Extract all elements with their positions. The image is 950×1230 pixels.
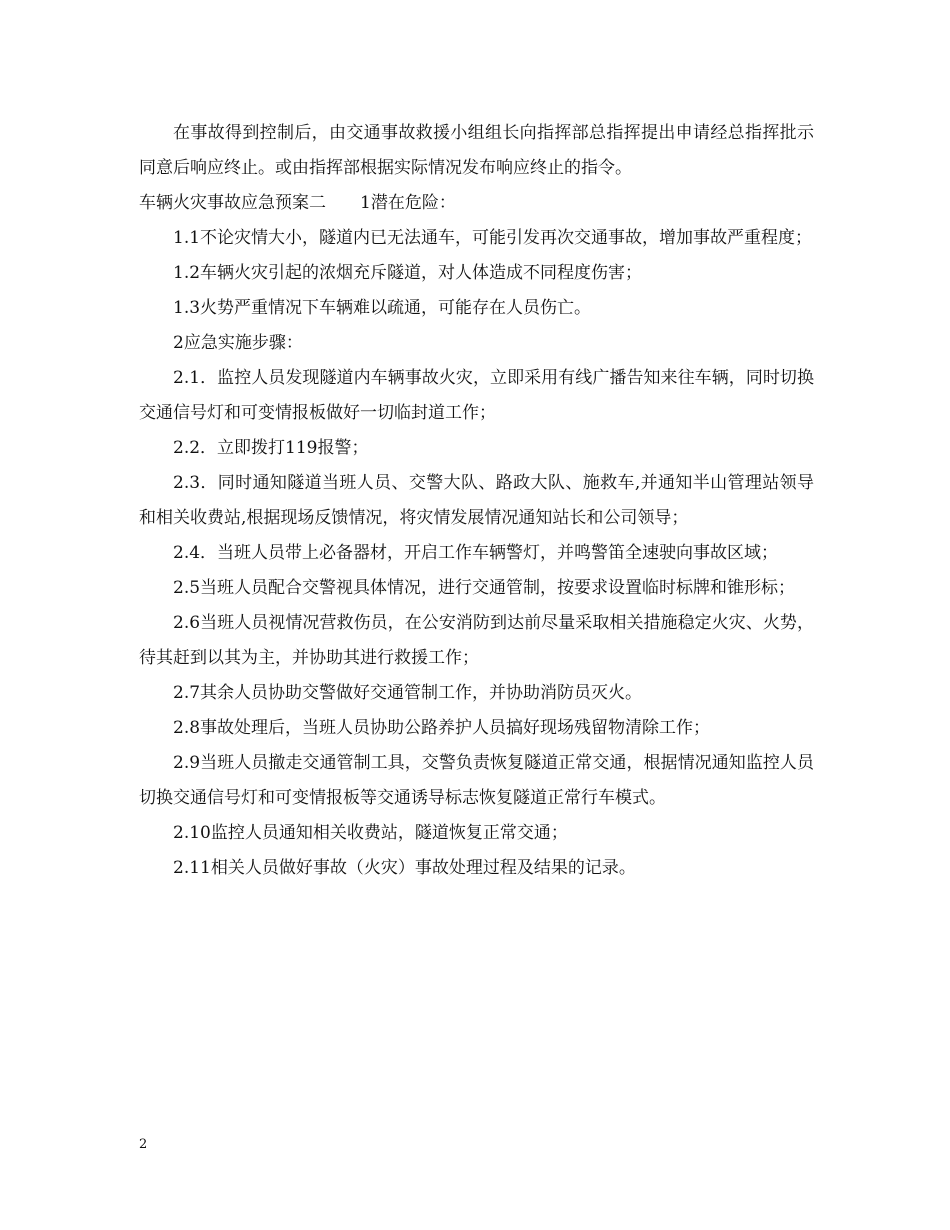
paragraph-1-2: 1.2车辆火灾引起的浓烟充斥隧道，对人体造成不同程度伤害； bbox=[173, 263, 643, 283]
paragraph-2-4: 2.4．当班人员带上必备器材，开启工作车辆警灯，并鸣警笛全速驶向事故区域； bbox=[173, 543, 779, 563]
paragraph-2-6: 2.6当班人员视情况营救伤员，在公安消防到达前尽量采取相关措施稳定火灾、火势，待其赶到以其为主，并协助其进行救援工作； bbox=[139, 613, 814, 668]
paragraph-1-1: 1.1不论灾情大小，隧道内已无法通车，可能引发再次交通事故，增加事故严重程度； bbox=[173, 228, 813, 248]
paragraph-2-9: 2.9当班人员撤走交通管制工具，交警负责恢复隧道正常交通，根据情况通知监控人员切换交通信号灯和可变情报板等交通诱导标志恢复隧道正常行车模式。 bbox=[139, 753, 814, 808]
document-body bbox=[139, 116, 814, 886]
paragraph-2-7: 2.7其余人员协助交警做好交通管制工作，并协助消防员灭火。 bbox=[173, 683, 643, 703]
paragraph-section-2-heading: 2应急实施步骤： bbox=[173, 333, 303, 353]
paragraph-2-11: 2.11相关人员做好事故（火灾）事故处理过程及结果的记录。 bbox=[173, 858, 636, 878]
paragraph-2-5: 2.5当班人员配合交警视具体情况，进行交通管制，按要求设置临时标牌和锥形标； bbox=[173, 578, 796, 598]
paragraph-plan-heading: 车辆火灾事故应急预案二 1潜在危险： bbox=[139, 193, 456, 213]
paragraph-2-10: 2.10监控人员通知相关收费站，隧道恢复正常交通； bbox=[173, 823, 568, 843]
page-number: 2 bbox=[139, 1137, 148, 1152]
paragraph-2-2: 2.2．立即拨打119报警； bbox=[173, 438, 369, 458]
paragraph-2-3: 2.3．同时通知隧道当班人员、交警大队、路政大队、施救车,并通知半山管理站领导和相关收费站,根据现场反馈情况，将灾情发展情况通知站长和公司领导； bbox=[139, 473, 814, 528]
paragraph-2-8: 2.8事故处理后，当班人员协助公路养护人员搞好现场残留物清除工作； bbox=[173, 718, 711, 738]
paragraph-2-1: 2.1．监控人员发现隧道内车辆事故火灾，立即采用有线广播告知来往车辆，同时切换交通信号灯和可变情报板做好一切临封道工作； bbox=[139, 368, 814, 423]
paragraph-1-3: 1.3火势严重情况下车辆难以疏通，可能存在人员伤亡。 bbox=[173, 298, 592, 318]
paragraph-response-termination: 在事故得到控制后，由交通事故救援小组组长向指挥部总指挥提出申请经总指挥批示同意后响应终止。或由指挥部根据实际情况发布响应终止的指令。 bbox=[139, 123, 814, 178]
